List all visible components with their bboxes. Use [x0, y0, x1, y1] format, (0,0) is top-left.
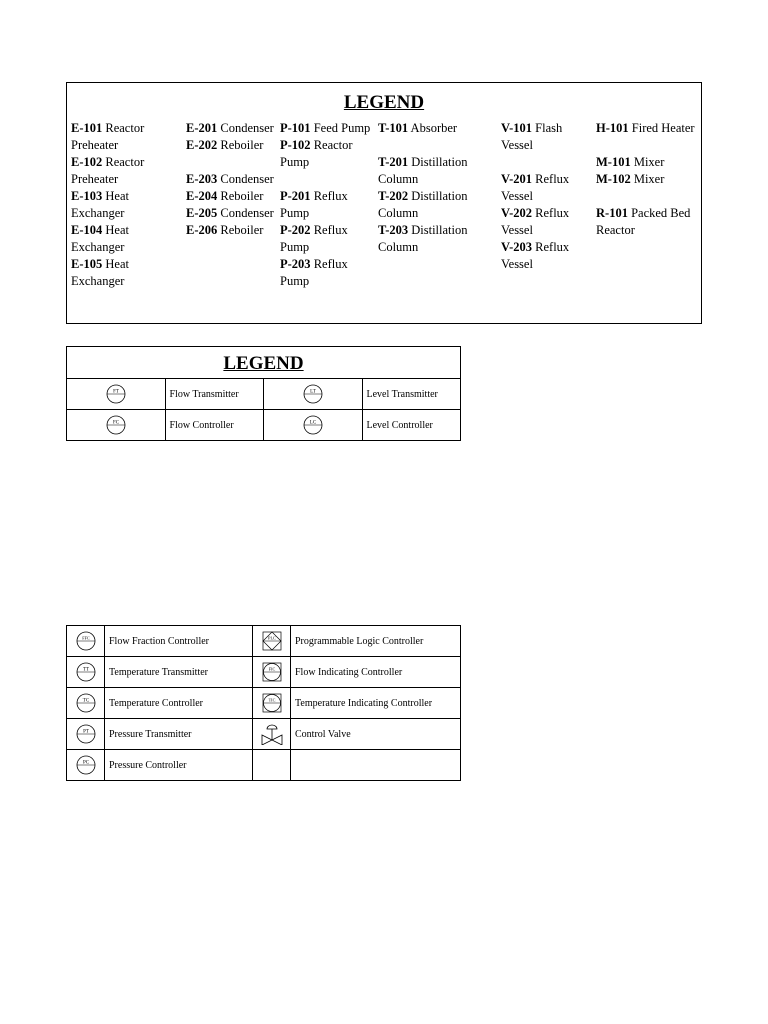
instrument-bubble-icon	[67, 657, 105, 688]
equipment-code: T-203	[378, 223, 409, 237]
equipment-item	[596, 154, 701, 171]
legend-title: LEGEND	[223, 353, 304, 374]
equipment-item	[596, 171, 701, 188]
instrument-label: Flow Controller	[165, 410, 264, 441]
equipment-item	[186, 120, 278, 137]
svg-text:LT: LT	[309, 389, 316, 395]
instrument-bubble-icon	[67, 719, 105, 750]
equipment-code: V-202	[501, 206, 533, 220]
equipment-name: Feed Pump	[313, 121, 371, 135]
equipment-code: E-105	[71, 257, 103, 271]
equipment-column	[280, 120, 376, 290]
legend-row	[67, 688, 461, 719]
equipment-code: P-201	[280, 189, 311, 203]
equipment-item	[71, 256, 183, 290]
equipment-item	[186, 171, 278, 188]
equipment-code: E-204	[186, 189, 218, 203]
equipment-name: Distillation Column	[378, 223, 468, 254]
instrument-label: Temperature Controller	[105, 688, 253, 719]
instrument-label: Programmable Logic Controller	[291, 626, 461, 657]
equipment-name: Heat Exchanger	[71, 223, 129, 254]
equipment-name: Mixer	[633, 172, 665, 186]
instrument-label: Control Valve	[291, 719, 461, 750]
equipment-code: V-101	[501, 121, 533, 135]
legend-row	[67, 379, 461, 410]
control-valve-icon	[253, 719, 291, 750]
equipment-item	[280, 188, 376, 222]
legend-title-cell	[67, 347, 461, 379]
instrument-label: Temperature Indicating Controller	[291, 688, 461, 719]
equipment-item	[186, 205, 278, 222]
svg-text:PLC: PLC	[267, 635, 276, 641]
equipment-code: V-203	[501, 240, 533, 254]
equipment-name: Reflux Pump	[280, 223, 348, 254]
equipment-name: Reboiler	[220, 138, 264, 152]
equipment-item	[378, 188, 498, 222]
equipment-item	[71, 222, 183, 256]
instrument-bubble-icon	[67, 626, 105, 657]
legend-row	[67, 750, 461, 781]
equipment-code: R-101	[596, 206, 628, 220]
instrument-bubble-icon	[67, 410, 166, 441]
equipment-code: E-202	[186, 138, 218, 152]
legend-row	[67, 410, 461, 441]
equipment-item	[378, 222, 498, 256]
equipment-name: Heat Exchanger	[71, 189, 129, 220]
equipment-code: P-101	[280, 121, 311, 135]
instrument-label: Flow Transmitter	[165, 379, 264, 410]
equipment-name: Reflux Pump	[280, 189, 348, 220]
equipment-column	[186, 120, 278, 239]
instrument-label: Flow Fraction Controller	[105, 626, 253, 657]
instrument-label: Level Transmitter	[362, 379, 461, 410]
equipment-name: Distillation Column	[378, 155, 468, 186]
equipment-item	[501, 239, 593, 273]
equipment-code: P-202	[280, 223, 311, 237]
equipment-name: Reflux Pump	[280, 257, 348, 288]
shared-display-icon	[253, 688, 291, 719]
svg-text:LC: LC	[309, 420, 316, 426]
instrument-bubble-icon	[67, 750, 105, 781]
instrument-bubble-icon	[264, 379, 363, 410]
equipment-code: E-205	[186, 206, 218, 220]
instrument-label: Flow Indicating Controller	[291, 657, 461, 688]
equipment-item	[378, 120, 498, 137]
equipment-item	[186, 188, 278, 205]
equipment-code: T-201	[378, 155, 409, 169]
equipment-item	[596, 120, 701, 137]
empty-icon	[253, 750, 291, 781]
equipment-code: M-101	[596, 155, 631, 169]
svg-text:PT: PT	[82, 729, 89, 735]
equipment-code: E-102	[71, 155, 103, 169]
equipment-name: Condenser	[220, 172, 274, 186]
instrument-label	[291, 750, 461, 781]
plc-icon	[253, 626, 291, 657]
equipment-name: Condenser	[220, 206, 274, 220]
equipment-column	[378, 120, 498, 256]
legend-title: LEGEND	[343, 92, 425, 113]
instrument-bubble-icon	[67, 688, 105, 719]
equipment-name: Heat Exchanger	[71, 257, 129, 288]
equipment-item	[501, 205, 593, 239]
equipment-name: Distillation Column	[378, 189, 468, 220]
equipment-name: Reflux Vessel	[501, 172, 570, 203]
equipment-item	[280, 222, 376, 256]
equipment-name: Reactor Preheater	[71, 121, 145, 152]
equipment-code: E-101	[71, 121, 103, 135]
equipment-name: Fired Heater	[631, 121, 695, 135]
svg-text:TIC: TIC	[268, 697, 275, 703]
instrument-label: Pressure Transmitter	[105, 719, 253, 750]
equipment-name: Packed Bed Reactor	[596, 206, 691, 237]
equipment-name: Absorber	[410, 121, 458, 135]
instrument-legend-table	[66, 346, 461, 441]
legend-row	[67, 626, 461, 657]
instrument-label: Level Controller	[362, 410, 461, 441]
equipment-code: V-201	[501, 172, 533, 186]
equipment-code: E-104	[71, 223, 103, 237]
equipment-item	[378, 154, 498, 188]
equipment-item	[71, 154, 183, 188]
equipment-name: Reactor Pump	[280, 138, 353, 169]
equipment-code: E-203	[186, 172, 218, 186]
instrument-label: Temperature Transmitter	[105, 657, 253, 688]
equipment-item	[71, 120, 183, 154]
legend-row	[67, 657, 461, 688]
equipment-item	[280, 256, 376, 290]
equipment-name: Reboiler	[220, 223, 264, 237]
equipment-column	[501, 120, 593, 273]
equipment-item	[280, 137, 376, 171]
equipment-name: Reactor Preheater	[71, 155, 145, 186]
equipment-code: T-101	[378, 121, 409, 135]
equipment-code: P-203	[280, 257, 311, 271]
equipment-item	[71, 188, 183, 222]
equipment-code: T-202	[378, 189, 409, 203]
equipment-name: Mixer	[633, 155, 665, 169]
equipment-column	[71, 120, 183, 290]
equipment-item	[596, 205, 701, 239]
equipment-column	[596, 120, 701, 239]
instrument-label: Pressure Controller	[105, 750, 253, 781]
svg-text:FC: FC	[112, 420, 119, 426]
svg-text:TC: TC	[82, 698, 89, 704]
svg-text:FIC: FIC	[268, 666, 275, 672]
equipment-name: Reflux Vessel	[501, 240, 570, 271]
legend-row	[67, 719, 461, 750]
equipment-code: E-206	[186, 223, 218, 237]
equipment-code: M-102	[596, 172, 631, 186]
equipment-name: Reflux Vessel	[501, 206, 570, 237]
equipment-legend	[66, 82, 702, 324]
equipment-item	[501, 120, 593, 154]
svg-text:TT: TT	[82, 667, 89, 673]
shared-display-icon	[253, 657, 291, 688]
svg-text:PC: PC	[82, 760, 89, 766]
equipment-code: E-103	[71, 189, 103, 203]
equipment-code: P-102	[280, 138, 311, 152]
svg-text:FT: FT	[112, 389, 119, 395]
equipment-item	[501, 171, 593, 205]
equipment-item	[186, 137, 278, 154]
equipment-name: Flash Vessel	[501, 121, 563, 152]
equipment-name: Reboiler	[220, 189, 264, 203]
equipment-name: Condenser	[220, 121, 274, 135]
equipment-code: H-101	[596, 121, 629, 135]
svg-text:FFC: FFC	[81, 635, 90, 641]
instrument-bubble-icon	[264, 410, 363, 441]
equipment-item	[280, 120, 376, 137]
equipment-code: E-201	[186, 121, 218, 135]
instrument-legend-table-2	[66, 625, 461, 781]
instrument-bubble-icon	[67, 379, 166, 410]
equipment-item	[186, 222, 278, 239]
